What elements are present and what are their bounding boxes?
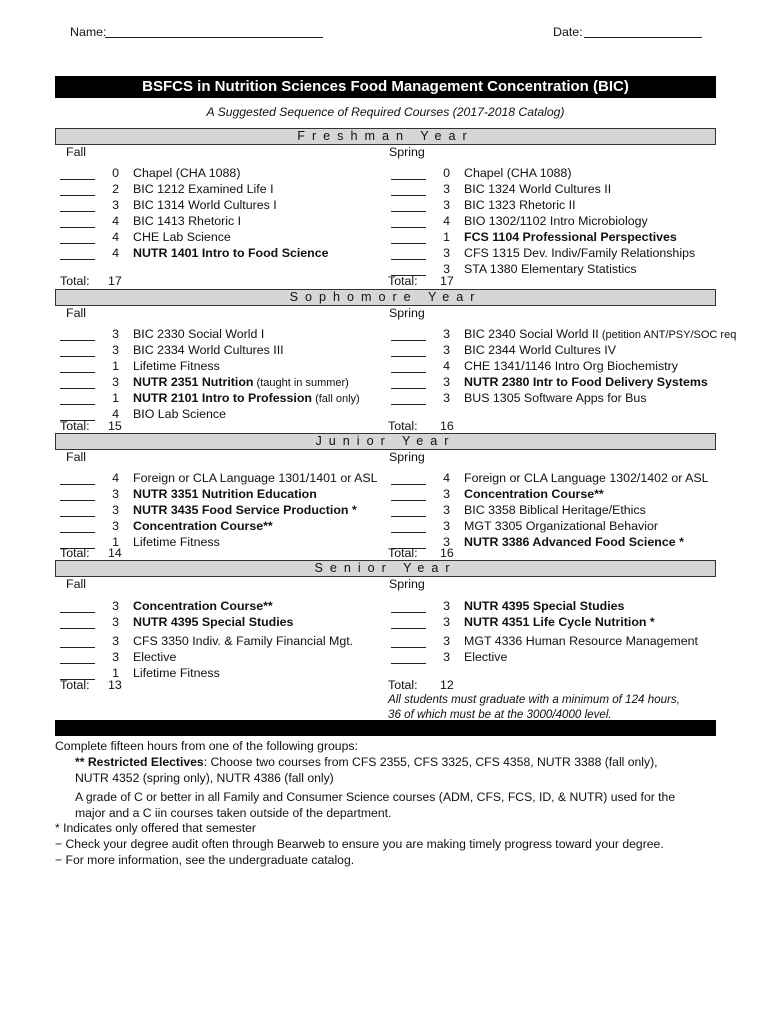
course-title: CHE Lab Science <box>133 230 231 244</box>
course-name <box>133 599 273 613</box>
course-name <box>133 391 360 405</box>
course-credits: 3 <box>112 327 119 341</box>
fall-total-label: Total: <box>60 274 90 288</box>
course-credits: 1 <box>112 535 119 549</box>
course-checkbox[interactable] <box>60 472 95 485</box>
course-credits: 3 <box>443 375 450 389</box>
course-credits: 4 <box>112 214 119 228</box>
year-header: Senior Year <box>55 560 716 577</box>
fall-total-value: 15 <box>108 419 122 433</box>
course-name <box>464 615 655 629</box>
course-name <box>464 519 658 533</box>
course-credits: 3 <box>112 599 119 613</box>
course-name <box>464 471 709 485</box>
course-title: NUTR 2101 Intro to Profession <box>133 391 313 405</box>
course-checkbox[interactable] <box>391 651 426 664</box>
course-credits: 4 <box>112 246 119 260</box>
course-title: BIC 2344 World Cultures IV <box>464 343 616 357</box>
course-name <box>133 230 231 244</box>
grade-line2: major and a C iin courses taken outside of the department. <box>75 806 392 820</box>
restricted-line2: NUTR 4352 (spring only), NUTR 4386 (fall only) <box>75 771 334 785</box>
fall-total-label: Total: <box>60 546 90 560</box>
course-checkbox[interactable] <box>391 247 426 260</box>
spring-total-label: Total: <box>388 419 418 433</box>
spring-label: Spring <box>389 577 425 591</box>
degree-audit-note: − Check your degree audit often through Bearweb to ensure you are making timely progress toward your degree. <box>55 837 664 851</box>
course-credits: 3 <box>443 182 450 196</box>
course-name <box>464 198 576 212</box>
course-name <box>464 343 616 357</box>
course-checkbox[interactable] <box>60 520 95 533</box>
course-credits: 2 <box>112 182 119 196</box>
course-name <box>133 182 274 196</box>
spring-label: Spring <box>389 306 425 320</box>
course-name <box>133 198 277 212</box>
course-name <box>464 246 695 260</box>
course-checkbox[interactable] <box>391 520 426 533</box>
course-checkbox[interactable] <box>391 376 426 389</box>
course-title: Concentration Course** <box>133 519 273 533</box>
course-checkbox[interactable] <box>391 215 426 228</box>
course-name <box>133 503 357 517</box>
course-title: BIC 1314 World Cultures I <box>133 198 277 212</box>
course-title: Lifetime Fitness <box>133 535 220 549</box>
course-credits: 3 <box>443 246 450 260</box>
course-name <box>464 503 646 517</box>
course-credits: 1 <box>112 391 119 405</box>
year-header: Freshman Year <box>55 128 716 145</box>
course-checkbox[interactable] <box>60 392 95 405</box>
catalog-note: − For more information, see the undergraduate catalog. <box>55 853 355 867</box>
spring-total-value: 16 <box>440 419 454 433</box>
fall-total-label: Total: <box>60 678 90 692</box>
course-credits: 3 <box>443 599 450 613</box>
course-title: NUTR 4395 Special Studies <box>464 599 625 613</box>
course-credits: 4 <box>443 471 450 485</box>
course-name <box>464 262 637 276</box>
course-credits: 3 <box>112 198 119 212</box>
course-title: CFS 3350 Indiv. & Family Financial Mgt. <box>133 634 354 648</box>
fall-total-value: 13 <box>108 678 122 692</box>
grade-line1: A grade of C or better in all Family and Consumer Science courses (ADM, CFS, FCS, ID, & NUTR) used for the <box>75 790 676 804</box>
course-name <box>464 634 698 648</box>
course-checkbox[interactable] <box>60 651 95 664</box>
course-checkbox[interactable] <box>60 215 95 228</box>
course-credits: 3 <box>443 198 450 212</box>
course-credits: 4 <box>112 230 119 244</box>
course-credits: 4 <box>443 359 450 373</box>
course-name <box>133 375 349 389</box>
course-title: NUTR 2351 Nutrition <box>133 375 254 389</box>
course-name <box>464 375 708 389</box>
restricted-label: ** Restricted Electives <box>75 755 204 769</box>
course-credits: 3 <box>112 487 119 501</box>
course-name <box>133 343 284 357</box>
course-title: Concentration Course** <box>133 599 273 613</box>
name-field[interactable] <box>105 25 323 38</box>
year-header: Junior Year <box>55 433 716 450</box>
spring-total-value: 16 <box>440 546 454 560</box>
course-title: MGT 4336 Human Resource Management <box>464 634 698 648</box>
course-note: (taught in summer) <box>253 377 349 389</box>
course-credits: 3 <box>443 650 450 664</box>
course-title: BIC 2340 Social World II <box>464 327 599 341</box>
course-credits: 3 <box>443 519 450 533</box>
course-credits: 4 <box>112 407 119 421</box>
course-checkbox[interactable] <box>60 360 95 373</box>
course-credits: 3 <box>443 391 450 405</box>
course-credits: 3 <box>112 650 119 664</box>
year-header: Sophomore Year <box>55 289 716 306</box>
course-credits: 3 <box>443 487 450 501</box>
course-credits: 3 <box>112 375 119 389</box>
course-title: Elective <box>133 650 177 664</box>
course-name <box>133 615 293 629</box>
divider-bar <box>55 720 716 736</box>
course-checkbox[interactable] <box>60 344 95 357</box>
course-name <box>464 327 736 341</box>
course-checkbox[interactable] <box>391 360 426 373</box>
date-label: Date: <box>553 25 583 39</box>
course-name <box>464 599 624 613</box>
fall-label: Fall <box>66 145 86 159</box>
course-credits: 3 <box>443 503 450 517</box>
course-title: NUTR 1401 Intro to Food Science <box>133 246 329 260</box>
course-credits: 1 <box>443 230 450 244</box>
course-checkbox[interactable] <box>391 616 426 629</box>
course-name <box>464 359 678 373</box>
course-name <box>133 666 220 680</box>
spring-total-label: Total: <box>388 274 418 288</box>
fall-total-label: Total: <box>60 419 90 433</box>
course-checkbox[interactable] <box>60 247 95 260</box>
course-credits: 3 <box>112 343 119 357</box>
course-checkbox[interactable] <box>60 328 95 341</box>
fall-label: Fall <box>66 306 86 320</box>
course-name <box>133 487 317 501</box>
course-credits: 3 <box>443 615 450 629</box>
course-title: BUS 1305 Software Apps for Bus <box>464 391 647 405</box>
course-checkbox[interactable] <box>391 504 426 517</box>
spring-total-value: 12 <box>440 678 454 692</box>
course-title: STA 1380 Elementary Statistics <box>464 262 637 276</box>
course-title: Chapel (CHA 1088) <box>133 166 241 180</box>
course-name <box>133 359 220 373</box>
course-name <box>133 535 220 549</box>
spring-total-label: Total: <box>388 546 418 560</box>
course-title: NUTR 4395 Special Studies <box>133 615 294 629</box>
course-title: BIC 1323 Rhetoric II <box>464 198 576 212</box>
spring-total-label: Total: <box>388 678 418 692</box>
course-checkbox[interactable] <box>391 488 426 501</box>
spring-label: Spring <box>389 145 425 159</box>
course-title: BIC 2330 Social World I <box>133 327 265 341</box>
course-credits: 0 <box>443 166 450 180</box>
course-name <box>464 214 648 228</box>
course-title: CHE 1341/1146 Intro Org Biochemistry <box>464 359 678 373</box>
course-checkbox[interactable] <box>60 488 95 501</box>
course-name <box>133 519 273 533</box>
course-title: FCS 1104 Professional Perspectives <box>464 230 677 244</box>
restricted-text: : Choose two courses from CFS 2355, CFS 3325, CFS 4358, NUTR 3388 (fall only), <box>203 755 658 769</box>
course-checkbox[interactable] <box>391 199 426 212</box>
course-title: BIC 1324 World Cultures II <box>464 182 612 196</box>
course-name <box>133 634 353 648</box>
course-title: NUTR 3435 Food Service Production * <box>133 503 357 517</box>
course-credits: 1 <box>112 666 119 680</box>
course-name <box>464 166 571 180</box>
course-checkbox[interactable] <box>60 635 95 648</box>
course-name <box>464 391 647 405</box>
course-title: BIC 1413 Rhetoric I <box>133 214 242 228</box>
course-name <box>464 487 604 501</box>
course-checkbox[interactable] <box>60 199 95 212</box>
date-field[interactable] <box>584 25 702 38</box>
course-credits: 3 <box>443 262 450 276</box>
course-title: Chapel (CHA 1088) <box>464 166 572 180</box>
course-title: MGT 3305 Organizational Behavior <box>464 519 658 533</box>
course-checkbox[interactable] <box>60 376 95 389</box>
course-credits: 3 <box>443 327 450 341</box>
course-title: NUTR 3386 Advanced Food Science * <box>464 535 684 549</box>
course-name <box>133 407 226 421</box>
course-credits: 4 <box>112 471 119 485</box>
course-checkbox[interactable] <box>391 600 426 613</box>
graduation-note-line2: 36 of which must be at the 3000/4000 level. <box>388 708 612 721</box>
course-credits: 4 <box>443 214 450 228</box>
course-name <box>133 650 176 664</box>
course-credits: 3 <box>112 503 119 517</box>
course-note: (fall only) <box>312 393 360 405</box>
course-checkbox[interactable] <box>60 183 95 196</box>
fall-total-value: 17 <box>108 274 122 288</box>
course-checkbox[interactable] <box>391 183 426 196</box>
course-name <box>133 166 240 180</box>
course-name <box>133 246 329 260</box>
course-credits: 3 <box>112 519 119 533</box>
course-title: CFS 1315 Dev. Indiv/Family Relationships <box>464 246 696 260</box>
course-checkbox[interactable] <box>60 616 95 629</box>
course-checkbox[interactable] <box>391 635 426 648</box>
course-checkbox[interactable] <box>60 167 95 180</box>
course-credits: 1 <box>112 359 119 373</box>
fall-label: Fall <box>66 577 86 591</box>
page-subtitle: A Suggested Sequence of Required Courses (2017-2018 Catalog) <box>206 105 565 119</box>
asterisk-note: * Indicates only offered that semester <box>55 821 256 835</box>
spring-total-value: 17 <box>440 274 454 288</box>
page-title: BSFCS in Nutrition Sciences Food Management Concentration (BIC) <box>55 76 716 98</box>
course-title: Concentration Course** <box>464 487 604 501</box>
course-title: BIC 3358 Biblical Heritage/Ethics <box>464 503 646 517</box>
course-name <box>133 214 241 228</box>
course-credits: 3 <box>443 535 450 549</box>
course-title: Lifetime Fitness <box>133 359 220 373</box>
course-credits: 3 <box>112 634 119 648</box>
course-name <box>133 471 378 485</box>
course-title: NUTR 2380 Intr to Food Delivery Systems <box>464 375 708 389</box>
course-title: NUTR 3351 Nutrition Education <box>133 487 317 501</box>
course-note: (petition ANT/PSY/SOC req <box>598 329 737 341</box>
course-checkbox[interactable] <box>391 472 426 485</box>
course-title: BIC 1212 Examined Life I <box>133 182 274 196</box>
course-title: BIO 1302/1102 Intro Microbiology <box>464 214 648 228</box>
course-credits: 3 <box>443 343 450 357</box>
fall-label: Fall <box>66 450 86 464</box>
course-checkbox[interactable] <box>391 328 426 341</box>
fall-total-value: 14 <box>108 546 122 560</box>
course-checkbox[interactable] <box>391 167 426 180</box>
graduation-note-line1: All students must graduate with a minimum of 124 hours, <box>388 693 680 706</box>
notes-intro: Complete fifteen hours from one of the following groups: <box>55 739 358 753</box>
course-name <box>464 650 507 664</box>
spring-label: Spring <box>389 450 425 464</box>
course-title: BIO Lab Science <box>133 407 226 421</box>
course-name <box>464 182 611 196</box>
course-title: Elective <box>464 650 508 664</box>
course-checkbox[interactable] <box>391 231 426 244</box>
course-title: NUTR 4351 Life Cycle Nutrition * <box>464 615 655 629</box>
course-title: BIC 2334 World Cultures III <box>133 343 284 357</box>
course-title: Foreign or CLA Language 1301/1401 or ASL <box>133 471 378 485</box>
course-credits: 3 <box>112 615 119 629</box>
course-checkbox[interactable] <box>391 344 426 357</box>
course-name <box>133 327 264 341</box>
course-credits: 0 <box>112 166 119 180</box>
course-checkbox[interactable] <box>391 392 426 405</box>
course-credits: 3 <box>443 634 450 648</box>
course-name <box>464 230 677 244</box>
course-checkbox[interactable] <box>60 231 95 244</box>
course-title: Foreign or CLA Language 1302/1402 or ASL <box>464 471 709 485</box>
course-name <box>464 535 684 549</box>
restricted-electives <box>75 755 658 769</box>
course-checkbox[interactable] <box>60 504 95 517</box>
course-checkbox[interactable] <box>60 600 95 613</box>
name-label: Name: <box>70 25 107 39</box>
course-title: Lifetime Fitness <box>133 666 220 680</box>
